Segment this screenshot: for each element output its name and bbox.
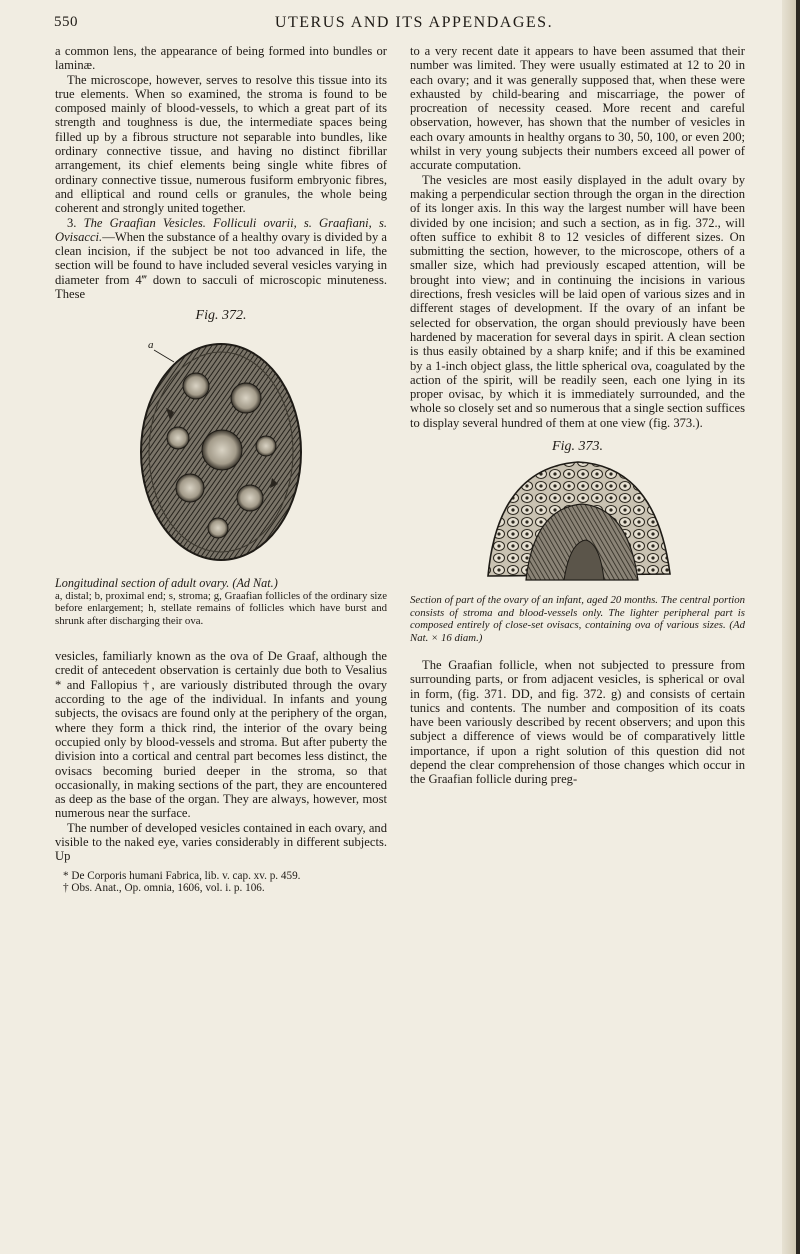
section-number: 3. (67, 215, 84, 230)
right-paragraph-1: to a very recent date it appears to have been assumed that their number was limited. They were usually estimated at 12 to 20 in each ovary; and it was generally supposed that, when these were exhausted by child-bearing and miscarriage, the power of procreation of necessity ceased. More recent and careful observation, however, has shown that the number of vesicles in each ovary amounts in healthy organs to 30, 50, 100, or even 200; whilst in very young subjects their numbers exceed all power of accurate computation. (410, 44, 745, 173)
page-header (54, 14, 774, 40)
figure-372-caption-title: Longitudinal section of adult ovary. (Ad Nat.) (55, 575, 278, 590)
running-title: UTERUS AND ITS APPENDAGES. (274, 14, 554, 31)
section-title: The Graafian Vesicles. Folliculi ovarii, s. Graafiani, s. Ovisacci. (55, 215, 387, 244)
left-paragraph-5: The number of developed vesicles contained in each ovary, and visible to the naked eye, varies considerably in different subjects. Up (55, 820, 387, 864)
figure-373-label: Fig. 373. (552, 439, 603, 455)
ovary-section-illustration (126, 328, 316, 568)
left-paragraph-3 (55, 216, 387, 302)
scan-edge-shadow (796, 0, 800, 1254)
footnote-2: † Obs. Anat., Op. omnia, 1606, vol. i. p. 106. (63, 881, 265, 894)
infant-ovary-illustration (478, 456, 678, 584)
section-text: —When the substance of a healthy ovary is divided by a clean incision, if the subject be not too advanced in life, the section will be found to have included several vesicles varying in diameter from 4‴ down to sacculi of microscopic minuteness. These (55, 229, 387, 302)
figure-373 (410, 440, 745, 644)
right-column (410, 44, 745, 787)
figure-marker-a: a (148, 338, 154, 351)
figure-373-caption: Section of part of the ovary of an infant, aged 20 months. The central portion consists of stroma and blood-vessels only. The lighter peripheral part is composed entirely of close-set ovisacs, containing ova of various sizes. (Ad Nat. × 16 diam.) (410, 594, 745, 644)
right-paragraph-2: The vesicles are most easily displayed in the adult ovary by making a perpendicular section through the organ in the direction of its longer axis. In this way the largest number will have been divided by one incision; and such a section, as in fig. 372., will often suffice to exhibit 8 to 12 vesicles of different sizes. On submitting the section, however, to the microscope, others of a smaller size, which had previously escaped attention, will be brought into view; and in continuing the incisions in various directions, fresh vesicles will be laid open of various sizes and in different stages of development. If the ovary of an infant be selected for observation, the organ should previously have been hardened by maceration for several days in spirit. A clean section is thus easily obtained by a sharp knife; and if this be examined by a 1-inch object glass, the little spherical ova, coagulated by the action of the spirit, will be readily seen, each one lying in its proper ovisac, by which it is immediately surrounded, and the whole so closely set and so numerous that a single section suffices to display several hundred of them at one view (fig. 373.). (410, 172, 745, 430)
figure-372 (55, 309, 387, 627)
figure-372-label: Fig. 372. (195, 308, 247, 324)
footnotes (55, 870, 387, 894)
left-column (55, 44, 387, 894)
left-paragraph-2: The microscope, however, serves to resolve this tissue into its true elements. When so examined, the stroma is found to be composed mainly of blood-vessels, to which a great part of its strength and toughness is due, the intermediate spaces being filled up by a fibrous structure not separable into bundles, like ordinary connective tissue, and having no distinct fibrillar arrangement, its chief elements being single white fibres of ordinary connective tissue, numerous fusiform embryonic fibres, and elliptical and round cells or granules, the whole being coherent and strongly united together. (55, 72, 387, 216)
page-number: 550 (54, 14, 78, 30)
figure-372-caption: a, distal; b, proximal end; s, stroma; g, Graafian follicles of the ordinary size before enlargement; h, stellate remains of follicles which have burst and shrunk after discharging their ova. (55, 589, 387, 627)
footnote-1: * De Corporis humani Fabrica, lib. v. cap. xv. p. 459. (63, 869, 301, 882)
left-paragraph-1: a common lens, the appearance of being formed into bundles or laminæ. (55, 44, 387, 73)
left-paragraph-4: vesicles, familiarly known as the ova of De Graaf, although the credit of antecedent observation is certainly due both to Vesalius * and Fallopius †, are variously distributed through the ovary according to the age of the individual. In infants and young subjects, the ovisacs are found only at the periphery of the organ, where they form a thick rind, the interior of the ovary being occupied only by blood-vessels and stroma. But after puberty the division into a cortical and central part becomes less distinct, the ovisacs becoming buried deeper in the stroma, so that occasionally, in making sections of the part, they are encountered as deep as the base of the organ. They are always, however, most numerous near the surface. (55, 649, 387, 821)
right-paragraph-3: The Graafian follicle, when not subjected to pressure from surrounding parts, or from adjacent vesicles, is spherical or oval in form, (fig. 371. DD, and fig. 372. g) and consists of certain tunics and contents. The number and composition of its coats have been variously described by recent observers; and upon this subject a difference of views would be of comparatively little importance, if upon a right solution of this question did not depend the clear comprehension of those changes which occur in the Graafian follicle during preg- (410, 657, 745, 787)
